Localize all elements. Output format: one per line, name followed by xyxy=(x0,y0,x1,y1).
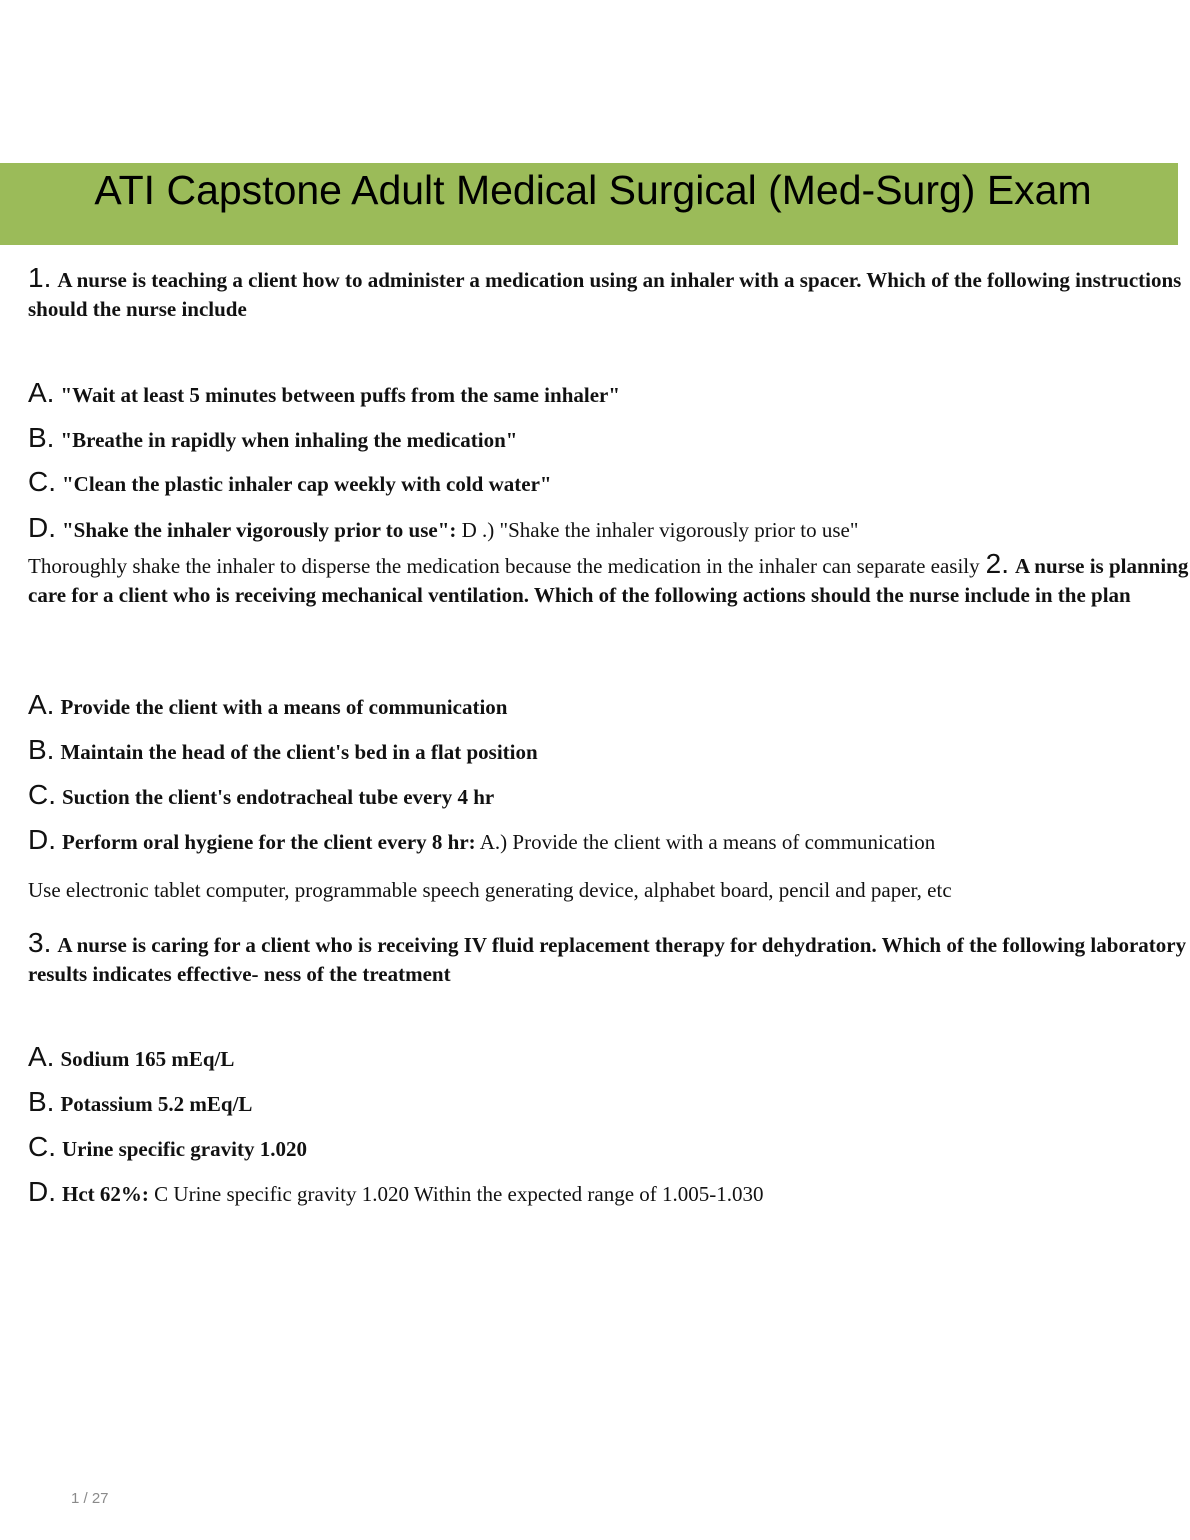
option-letter: A. xyxy=(28,689,55,720)
question-text: A nurse is planning care for a client who is receiving mechanical ventilation. Which of the following actions should the nurse include in the plan xyxy=(28,554,1189,607)
question-text: A nurse is caring for a client who is receiving IV fluid replacement therapy for dehydration. Which of the following laboratory results indicates effective- ness of the treatment xyxy=(28,933,1187,986)
question-2-option-a xyxy=(28,690,507,722)
question-1-stem xyxy=(28,263,1190,324)
option-letter: D. xyxy=(28,824,56,855)
question-3-option-a xyxy=(28,1042,234,1074)
question-1-option-a xyxy=(28,378,620,410)
question-2-option-b xyxy=(28,735,538,767)
question-number: 1. xyxy=(28,262,52,293)
option-text: "Wait at least 5 minutes between puffs from the same inhaler" xyxy=(60,383,621,407)
question-2-option-d xyxy=(28,825,935,857)
rationale-text: Use electronic tablet computer, programmable speech generating device, alphabet board, pencil and paper, etc xyxy=(28,878,952,902)
option-letter: D. xyxy=(28,512,56,543)
answer-text: A.) Provide the client with a means of communication xyxy=(479,830,936,854)
option-text: Provide the client with a means of communication xyxy=(60,695,508,719)
option-letter: A. xyxy=(28,377,55,408)
option-text: Sodium 165 mEq/L xyxy=(60,1047,235,1071)
question-3-option-c xyxy=(28,1132,307,1164)
option-text: Perform oral hygiene for the client every 8 hr: xyxy=(62,830,476,854)
option-letter: B. xyxy=(28,734,55,765)
option-letter: C. xyxy=(28,779,56,810)
option-text: "Shake the inhaler vigorously prior to use": xyxy=(62,518,457,542)
option-text: "Clean the plastic inhaler cap weekly with cold water" xyxy=(62,472,552,496)
rationale-text: Thoroughly shake the inhaler to disperse the medication because the medication in the inhaler can separate easily xyxy=(28,554,980,578)
question-1-option-d xyxy=(28,513,858,545)
question-number: 2. xyxy=(985,548,1010,579)
question-3-option-d xyxy=(28,1177,764,1209)
question-1-rationale-and-question-2-stem xyxy=(28,549,1190,610)
option-letter: A. xyxy=(28,1041,55,1072)
question-1-option-c xyxy=(28,467,552,499)
option-text: Maintain the head of the client's bed in a flat position xyxy=(60,740,538,764)
option-letter: C. xyxy=(28,466,56,497)
option-letter: D. xyxy=(28,1176,56,1207)
answer-text: C Urine specific gravity 1.020 Within the expected range of 1.005-1.030 xyxy=(154,1182,764,1206)
question-3-option-b xyxy=(28,1087,252,1119)
option-letter: B. xyxy=(28,1086,55,1117)
question-3-stem xyxy=(28,928,1190,989)
option-letter: C. xyxy=(28,1131,56,1162)
answer-text: D .) "Shake the inhaler vigorously prior to use" xyxy=(461,518,859,542)
question-2-option-c xyxy=(28,780,494,812)
option-text: Suction the client's endotracheal tube every 4 hr xyxy=(62,785,495,809)
option-text: Urine specific gravity 1.020 xyxy=(62,1137,307,1161)
question-number: 3. xyxy=(28,927,52,958)
page-indicator: 1 / 27 xyxy=(71,1490,109,1507)
option-text: Hct 62%: xyxy=(62,1182,149,1206)
option-text: Potassium 5.2 mEq/L xyxy=(60,1092,253,1116)
question-1-option-b xyxy=(28,423,517,455)
option-text: "Breathe in rapidly when inhaling the medication" xyxy=(60,428,518,452)
option-letter: B. xyxy=(28,422,55,453)
page-title: ATI Capstone Adult Medical Surgical (Med-Surg) Exam xyxy=(94,167,1092,213)
question-2-rationale xyxy=(28,876,952,905)
title-banner xyxy=(0,163,1178,245)
question-text: A nurse is teaching a client how to administer a medication using an inhaler with a spacer. Which of the following instructions should the nurse include xyxy=(28,268,1182,321)
